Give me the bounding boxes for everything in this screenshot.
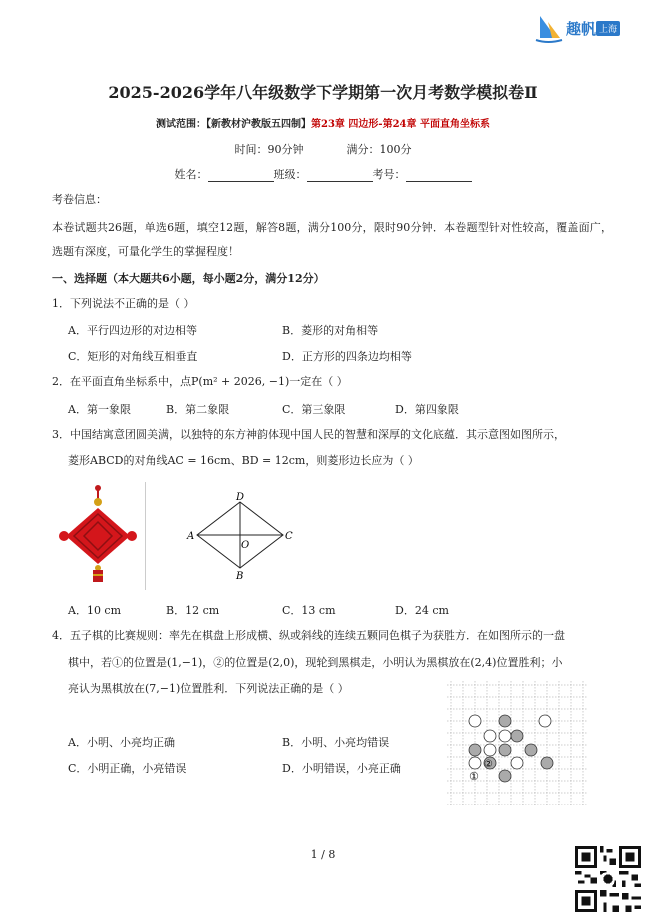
q2-option-b: B．第二象限 <box>166 403 230 416</box>
q4-stem-line1: 4．五子棋的比赛规则：率先在棋盘上形成横、纵或斜线的连续五颗同色棋子为获胜方．在如图所示的一盘 <box>52 629 565 642</box>
brand-region-badge: 上海 <box>596 21 620 36</box>
q2-stem: 2．在平面直角坐标系中，点P(m² + 2026, −1)一定在（ ） <box>52 375 348 388</box>
score-value: 100分 <box>379 143 412 156</box>
q3-option-c: C．13 cm <box>282 604 336 617</box>
name-blank[interactable] <box>208 170 274 182</box>
q4-option-b: B．小明、小亮均错误 <box>282 736 390 749</box>
info-heading: 考卷信息： <box>52 193 107 206</box>
scope-chapters: 第23章 四边形-第24章 平面直角坐标系 <box>311 119 490 130</box>
q1-option-d: D．正方形的四条边均相等 <box>282 350 412 363</box>
q4-option-c: C．小明正确，小亮错误 <box>68 762 187 775</box>
score-label: 满分： <box>346 143 380 156</box>
scope-book: 【新教材沪教版五四制】 <box>206 119 312 130</box>
stone-two-mark: ② <box>484 759 493 770</box>
exam-time-score <box>0 141 646 157</box>
class-blank[interactable] <box>307 170 373 182</box>
q2-option-c: C．第三象限 <box>282 403 346 416</box>
vertex-d-label: D <box>236 492 245 503</box>
gomoku-board-figure <box>447 681 587 805</box>
q4-option-d: D．小明错误，小亮正确 <box>282 762 401 775</box>
q1-option-c: C．矩形的对角线互相垂直 <box>68 350 198 363</box>
q1-option-b: B．菱形的对角相等 <box>282 324 379 337</box>
rhombus-abcd-figure <box>185 492 295 582</box>
q3-stem-line2: 菱形ABCD的对角线AC = 16cm、BD = 12cm，则菱形边长应为（ ） <box>68 454 419 467</box>
vertex-a-label: A <box>187 531 195 542</box>
student-info-line <box>0 166 646 182</box>
vertex-c-label: C <box>285 531 293 542</box>
stone-one-mark: ① <box>469 770 479 783</box>
class-label: 班级： <box>273 168 307 181</box>
q2-option-d: D．第四象限 <box>395 403 459 416</box>
q4-option-a: A．小明、小亮均正确 <box>68 736 175 749</box>
time-value: 90分钟 <box>267 143 304 156</box>
section-heading: 一、选择题（本大题共6小题，每小题2分，满分12分） <box>52 272 325 285</box>
brand-name: 趣帆 <box>566 20 597 38</box>
q3-option-b: B．12 cm <box>166 604 220 617</box>
q1-option-a: A．平行四边形的对边相等 <box>68 324 197 337</box>
chinese-knot-figure <box>58 484 138 584</box>
id-label: 考号： <box>372 168 406 181</box>
q4-stem-line2: 棋中，若①的位置是(1,−1)，②的位置是(2,0)，现轮到黑棋走，小明认为黑棋放在(2,4)位置胜利；小 <box>68 656 563 669</box>
q3-stem-line1: 3．中国结寓意团圆美满，以独特的东方神韵体现中国人民的智慧和深厚的文化底蕴．其示意图如图所示， <box>52 428 565 441</box>
qr-code-icon <box>575 846 641 912</box>
q4-stem-line3: 亮认为黑棋放在(7,−1)位置胜利．下列说法正确的是（ ） <box>68 682 349 695</box>
q2-option-a: A．第一象限 <box>68 403 131 416</box>
scope-label: 测试范围： <box>156 119 207 130</box>
figure-divider <box>145 482 146 590</box>
id-blank[interactable] <box>406 170 472 182</box>
q3-option-d: D．24 cm <box>395 604 449 617</box>
name-label: 姓名： <box>174 168 208 181</box>
q3-option-a: A．10 cm <box>68 604 122 617</box>
page-number: 1 / 8 <box>310 848 336 861</box>
exam-scope <box>0 115 646 130</box>
exam-title: 2025-2026学年八年级数学下学期第一次月考数学模拟卷Ⅱ <box>108 83 538 102</box>
time-label: 时间： <box>234 143 268 156</box>
info-body: 本卷试题共26题，单选6题，填空12题，解答8题，满分100分，限时90分钟．本卷题型针对性较高，覆盖面广，选题有深度，可量化学生的掌握程度！ <box>52 221 612 258</box>
q1-stem: 1．下列说法不正确的是（ ） <box>52 297 195 310</box>
vertex-b-label: B <box>236 571 244 582</box>
center-o-label: O <box>241 540 250 551</box>
